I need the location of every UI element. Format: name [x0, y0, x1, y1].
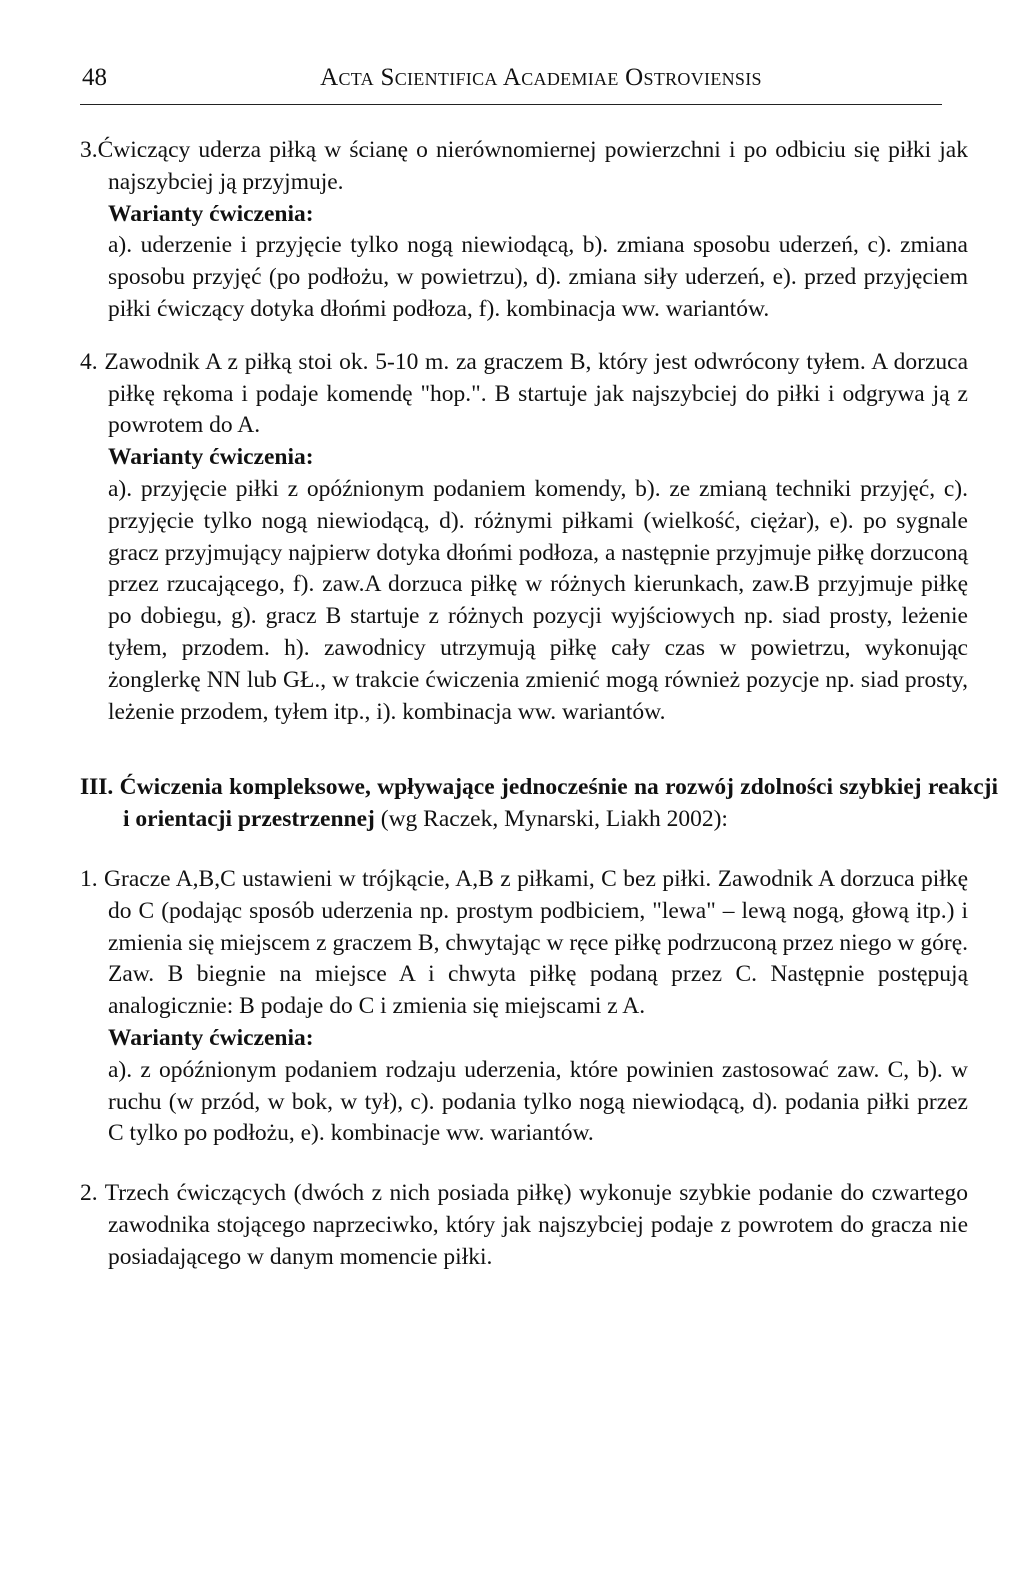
exercise-4-variants: a). przyjęcie piłki z opóźnionym podaniem komendy, b). ze zmianą techniki przyjęć, c). przyjęcie tylko nogą niewiodącą, d). różnymi piłkami (wielkość, ciężar), e). po sygnale gracz przyjmujący najpierw dotyka dłońmi podłoza, a następnie przyjmuje piłkę dorzuconą przez rzucającego, f). zaw.A dorzuca piłkę w różnych kierunkach, zaw.B przyjmuje piłkę po dobiegu, g). gracz B startuje z różnych pozycji wyjściowych np. siad prosty, leżenie tyłem, przodem. h). zawodnicy utrzymują piłkę cały czas w powietrzu, wykonując żonglerkę NN lub GŁ., w trakcie ćwiczenia zmienić mogą również pozycje np. siad prosty, leżenie przodem, tyłem itp., i). kombinacja ww. wariantów. [108, 475, 968, 725]
page-body [80, 135, 998, 1274]
exercise-3-text: 3.Ćwiczący uderza piłką w ścianę o nierównomiernej powierzchni i po odbiciu się piłki jak najszybciej ją przyjmuje. [80, 137, 968, 195]
exercise-s1-text: 1. Gracze A,B,C ustawieni w trójkącie, A,B z piłkami, C bez piłki. Zawodnik A dorzuca piłkę do C (podając sposób uderzenia np. prostym podbiciem, "lewa" – lewą nogą, głową itp.) i zmienia się miejscem z graczem B, chwytając w ręce piłkę podrzuconą przez niego w górę. Zaw. B biegnie na miejsce A i chwyta piłkę podaną przez C. Następnie postępują analogicznie: B podaje do C i zmienia się miejscami z A. [80, 865, 968, 1020]
exercise-s2-text: 2. Trzech ćwiczących (dwóch z nich posiada piłkę) wykonuje szybkie podanie do czwartego zawodnika stojącego naprzeciwko, który jak najszybciej podaje z powrotem do gracza nie posiadającego w danym momencie piłki. [80, 1180, 968, 1270]
exercise-s1-variants-label: Warianty ćwiczenia: [108, 1024, 314, 1051]
journal-title: Acta Scientifica Academiae Ostroviensis [320, 64, 762, 91]
section-heading-reference: (wg Raczek, Mynarski, Liakh 2002): [380, 806, 728, 833]
exercise-4-text: 4. Zawodnik A z piłką stoi ok. 5-10 m. za graczem B, który jest odwrócony tyłem. A dorzuca piłkę rękoma i podaje komendę "hop.". B startuje jak najszybciej do piłki i odgrywa ją z powrotem do A. [80, 348, 968, 439]
section-heading [80, 772, 998, 836]
exercise-3-variants: a). uderzenie i przyjęcie tylko nogą niewiodącą, b). zmiana sposobu uderzeń, c). zmiana sposobu przyjęć (po podłożu, w powietrzu), d). zmiana siły uderzeń, e). przed przyjęciem piłki ćwiczący dotyka dłońmi podłoza, f). kombinacja ww. wariantów. [108, 232, 968, 322]
exercise-4-variants-label: Warianty ćwiczenia: [108, 444, 314, 471]
running-header [80, 60, 942, 104]
section-heading-title: III. Ćwiczenia kompleksowe, wpływające jednocześnie na rozwój zdolności szybkiej reakcji i orientacji przestrzennej [80, 774, 998, 833]
header-rule [80, 104, 942, 105]
exercise-3-variants-label: Warianty ćwiczenia: [108, 200, 314, 227]
page-number: 48 [82, 64, 107, 91]
exercise-s1-variants: a). z opóźnionym podaniem rodzaju uderzenia, które powinien zastosować zaw. C, b). w ruchu (w przód, w bok, w tył), c). podania tylko nogą niewiodącą, d). podania piłki przez C tylko po podłożu, e). kombinacje ww. wariantów. [108, 1056, 968, 1147]
